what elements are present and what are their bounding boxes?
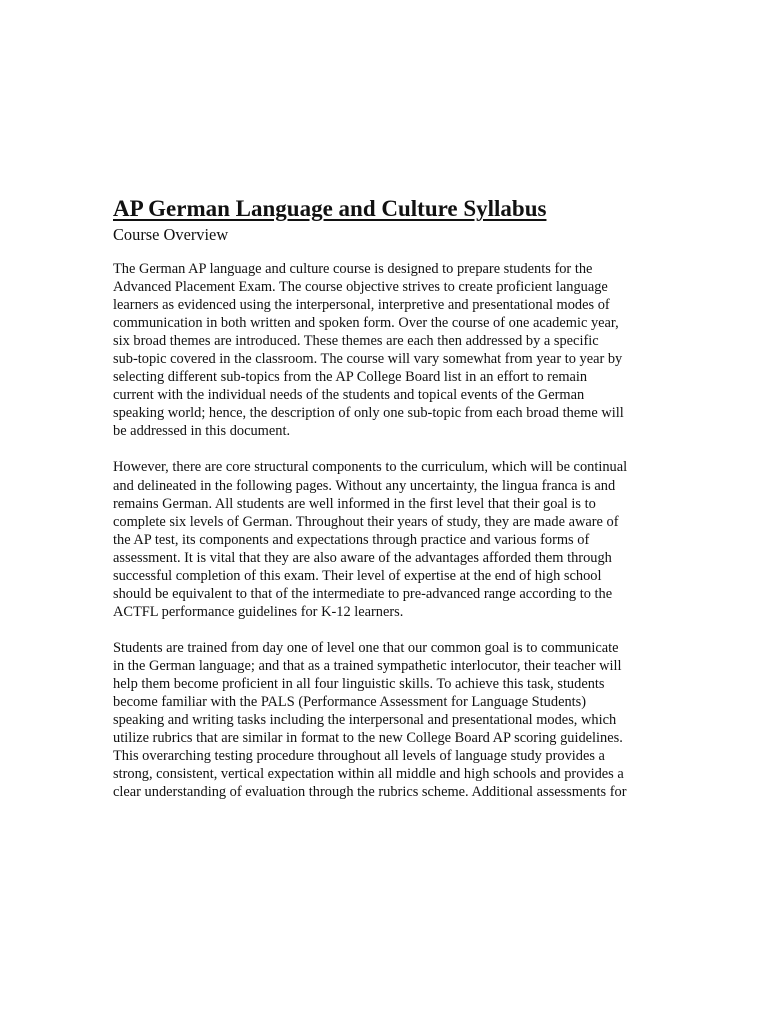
text-line: and delineated in the following pages. Without any uncertainty, the lingua franca is and <box>113 477 616 494</box>
text-line: utilize rubrics that are similar in format to the new College Board AP scoring guidelines. <box>113 730 623 747</box>
text-line: remains German. All students are well informed in the first level that their goal is to <box>113 495 596 512</box>
text-line: learners as evidenced using the interpersonal, interpretive and presentational modes of <box>113 297 610 314</box>
text-line: speaking world; hence, the description of only one sub-topic from each broad theme will <box>113 405 624 422</box>
text-line: ACTFL performance guidelines for K-12 learners. <box>113 603 404 620</box>
text-line: communication in both written and spoken form. Over the course of one academic year, <box>113 315 619 332</box>
text-line: Students are trained from day one of level one that our common goal is to communicate <box>113 639 619 656</box>
page-title: AP German Language and Culture Syllabus <box>113 196 547 221</box>
text-line: selecting different sub-topics from the AP College Board list in an effort to remain <box>113 369 588 386</box>
text-line: successful completion of this exam. Their level of expertise at the end of high school <box>113 567 602 584</box>
text-line: However, there are core structural components to the curriculum, which will be continual <box>113 459 628 476</box>
text-line: help them become proficient in all four linguistic skills. To achieve this task, students <box>113 675 605 692</box>
text-line: sub-topic covered in the classroom. The course will vary somewhat from year to year by <box>113 351 623 368</box>
text-line: complete six levels of German. Throughout their years of study, they are made aware of <box>113 513 619 530</box>
paragraph-training <box>113 639 658 801</box>
text-line: assessment. It is vital that they are also aware of the advantages afforded them through <box>113 549 612 566</box>
text-line: speaking and writing tasks including the interpersonal and presentational modes, which <box>113 712 617 729</box>
text-line: should be equivalent to that of the intermediate to pre-advanced range according to the <box>113 585 613 602</box>
paragraph-course-overview <box>113 260 658 440</box>
text-line: in the German language; and that as a trained sympathetic interlocutor, their teacher will <box>113 657 622 674</box>
text-line: six broad themes are introduced. These themes are each then addressed by a specific <box>113 333 599 350</box>
text-line: This overarching testing procedure throughout all levels of language study provides a <box>113 748 605 765</box>
text-line: current with the individual needs of the students and topical events of the German <box>113 387 585 404</box>
text-line: clear understanding of evaluation through the rubrics scheme. Additional assessments for <box>113 784 627 801</box>
text-line: become familiar with the PALS (Performance Assessment for Language Students) <box>113 694 587 711</box>
text-line: the AP test, its components and expectations through practice and various forms of <box>113 531 590 548</box>
text-line: be addressed in this document. <box>113 423 291 440</box>
text-line: Advanced Placement Exam. The course objective strives to create proficient language <box>113 279 608 296</box>
paragraph-core-components <box>113 458 658 620</box>
text-line: strong, consistent, vertical expectation within all middle and high schools and provides a <box>113 766 624 783</box>
text-line: The German AP language and culture course is designed to prepare students for the <box>113 261 593 277</box>
document-page <box>113 194 658 801</box>
section-subtitle: Course Overview <box>113 225 229 244</box>
